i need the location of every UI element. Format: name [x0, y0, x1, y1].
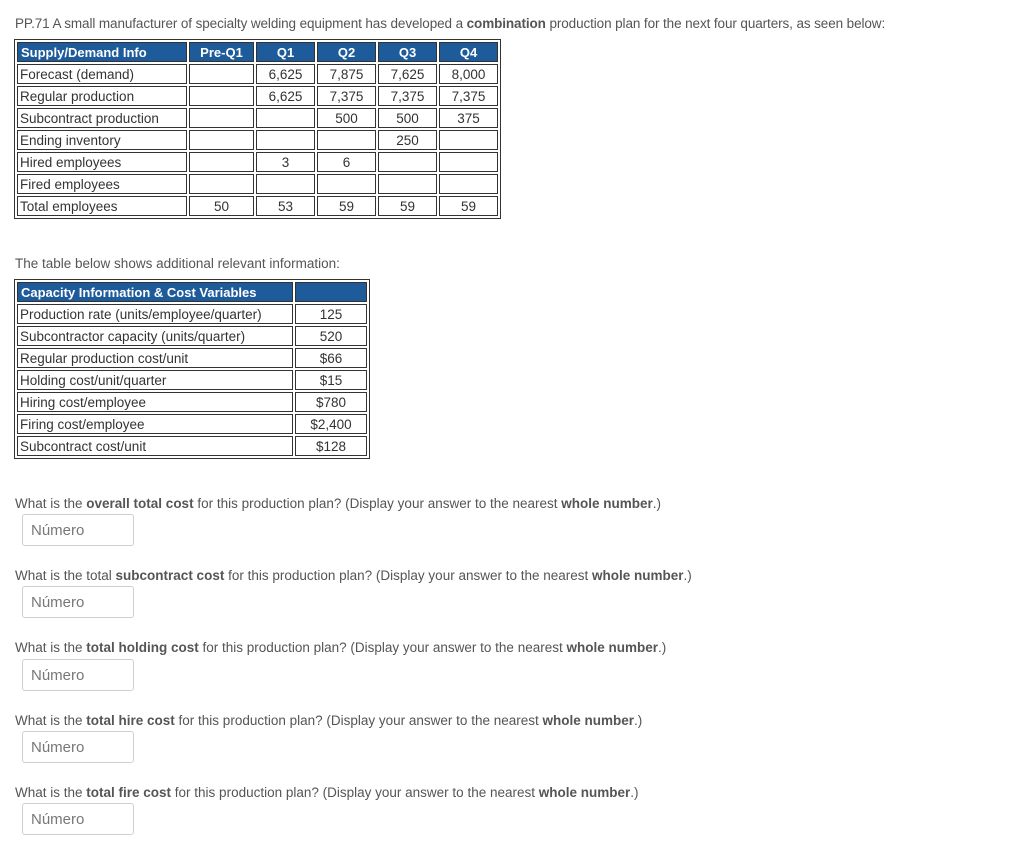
question-text: .)	[634, 713, 643, 728]
table-cell: 500	[378, 108, 437, 128]
question-holding-cost	[15, 640, 666, 655]
table-cell: 375	[439, 108, 498, 128]
table-row	[17, 130, 498, 150]
question-text: .)	[630, 785, 639, 800]
col-header: Q2	[317, 42, 376, 62]
row-label: Holding cost/unit/quarter	[17, 370, 293, 390]
table-cell: 7,875	[317, 64, 376, 84]
table-row	[17, 348, 367, 368]
table-cell: 125	[295, 304, 367, 324]
table-cell: 8,000	[439, 64, 498, 84]
table-cell: 6	[317, 152, 376, 172]
question-text: for this production plan? (Display your answer to the nearest	[193, 496, 562, 511]
row-label: Regular production cost/unit	[17, 348, 293, 368]
row-label: Regular production	[17, 86, 187, 106]
question-text: What is the total	[15, 568, 116, 583]
question-bold: whole number	[566, 640, 658, 655]
table-cell: $780	[295, 392, 367, 412]
table-header-row	[17, 42, 498, 62]
row-label: Subcontract production	[17, 108, 187, 128]
table-cell: 7,375	[317, 86, 376, 106]
table-row	[17, 196, 498, 216]
table-cell: 6,625	[256, 64, 315, 84]
table-row	[17, 174, 498, 194]
overall-total-cost-input[interactable]	[22, 514, 134, 546]
problem-intro	[15, 16, 885, 31]
table-cell	[439, 174, 498, 194]
table-header-row	[17, 282, 367, 302]
production-plan-table	[14, 39, 501, 219]
question-text: .)	[658, 640, 667, 655]
row-label: Forecast (demand)	[17, 64, 187, 84]
row-label: Subcontractor capacity (units/quarter)	[17, 326, 293, 346]
question-bold: whole number	[561, 496, 653, 511]
intro-prefix: PP.71 A small manufacturer of specialty welding equipment has developed a	[15, 16, 467, 31]
row-label: Firing cost/employee	[17, 414, 293, 434]
table-cell	[189, 108, 254, 128]
info-text: The table below shows additional relevant information:	[15, 256, 340, 271]
table-cell	[256, 174, 315, 194]
row-label: Total employees	[17, 196, 187, 216]
table-cell	[189, 152, 254, 172]
table-row	[17, 152, 498, 172]
table-cell	[189, 64, 254, 84]
question-bold: total fire cost	[86, 785, 172, 800]
table-cell	[317, 174, 376, 194]
question-text: for this production plan? (Display your answer to the nearest	[224, 568, 593, 583]
table-cell	[256, 130, 315, 150]
row-label: Production rate (units/employee/quarter)	[17, 304, 293, 324]
table-cell: 6,625	[256, 86, 315, 106]
table-cell: 520	[295, 326, 367, 346]
question-text: for this production plan? (Display your answer to the nearest	[174, 713, 543, 728]
table-cell	[317, 130, 376, 150]
question-text: for this production plan? (Display your answer to the nearest	[198, 640, 567, 655]
fire-cost-input[interactable]	[22, 803, 134, 835]
table-row	[17, 392, 367, 412]
table-cell: 500	[317, 108, 376, 128]
table-cell	[256, 108, 315, 128]
table-row	[17, 108, 498, 128]
col-header	[295, 282, 367, 302]
question-bold: subcontract cost	[115, 568, 225, 583]
question-fire-cost	[15, 785, 639, 800]
table-cell: 59	[439, 196, 498, 216]
question-bold: total holding cost	[86, 640, 199, 655]
table-cell	[378, 152, 437, 172]
question-text: .)	[683, 568, 692, 583]
table-cell	[439, 152, 498, 172]
table-cell	[189, 130, 254, 150]
table-cell: 3	[256, 152, 315, 172]
question-text: .)	[652, 496, 662, 511]
question-text: What is the	[15, 640, 87, 655]
row-label: Fired employees	[17, 174, 187, 194]
col-header: Capacity Information & Cost Variables	[17, 282, 293, 302]
table-cell	[378, 174, 437, 194]
row-label: Subcontract cost/unit	[17, 436, 293, 456]
table-cell: 59	[317, 196, 376, 216]
table-cell: $66	[295, 348, 367, 368]
question-text: for this production plan? (Display your answer to the nearest	[171, 785, 539, 800]
table-cell: 7,375	[439, 86, 498, 106]
table-cell: 53	[256, 196, 315, 216]
question-text: What is the	[15, 496, 87, 511]
table-cell	[189, 174, 254, 194]
table-row	[17, 304, 367, 324]
table-row	[17, 64, 498, 84]
col-header: Q1	[256, 42, 315, 62]
intro-suffix: production plan for the next four quarters, as seen below:	[545, 16, 886, 31]
hire-cost-input[interactable]	[22, 731, 134, 763]
row-label: Ending inventory	[17, 130, 187, 150]
col-header: Q3	[378, 42, 437, 62]
question-bold: whole number	[592, 568, 684, 583]
table-cell: $128	[295, 436, 367, 456]
table-cell: 7,625	[378, 64, 437, 84]
question-subcontract-cost	[15, 568, 692, 583]
table-cell: $15	[295, 370, 367, 390]
table-cell: $2,400	[295, 414, 367, 434]
question-bold: whole number	[542, 713, 635, 728]
table-row	[17, 370, 367, 390]
table-cell: 59	[378, 196, 437, 216]
question-text: What is the	[15, 713, 87, 728]
table-row	[17, 326, 367, 346]
question-text: What is the	[15, 785, 87, 800]
question-bold: whole number	[538, 785, 631, 800]
question-bold: total hire cost	[86, 713, 175, 728]
question-overall-total-cost	[15, 496, 661, 511]
col-header: Q4	[439, 42, 498, 62]
col-header: Pre-Q1	[189, 42, 254, 62]
table-cell: 7,375	[378, 86, 437, 106]
row-label: Hired employees	[17, 152, 187, 172]
col-header: Supply/Demand Info	[17, 42, 187, 62]
table-row	[17, 86, 498, 106]
capacity-cost-table	[14, 279, 370, 459]
table-cell	[189, 86, 254, 106]
intro-bold: combination	[466, 16, 546, 31]
table-row	[17, 436, 367, 456]
row-label: Hiring cost/employee	[17, 392, 293, 412]
table-cell: 250	[378, 130, 437, 150]
question-hire-cost	[15, 713, 642, 728]
holding-cost-input[interactable]	[22, 659, 134, 691]
question-bold: overall total cost	[86, 496, 194, 511]
table-cell	[439, 130, 498, 150]
table-row	[17, 414, 367, 434]
subcontract-cost-input[interactable]	[22, 586, 134, 618]
table-cell: 50	[189, 196, 254, 216]
